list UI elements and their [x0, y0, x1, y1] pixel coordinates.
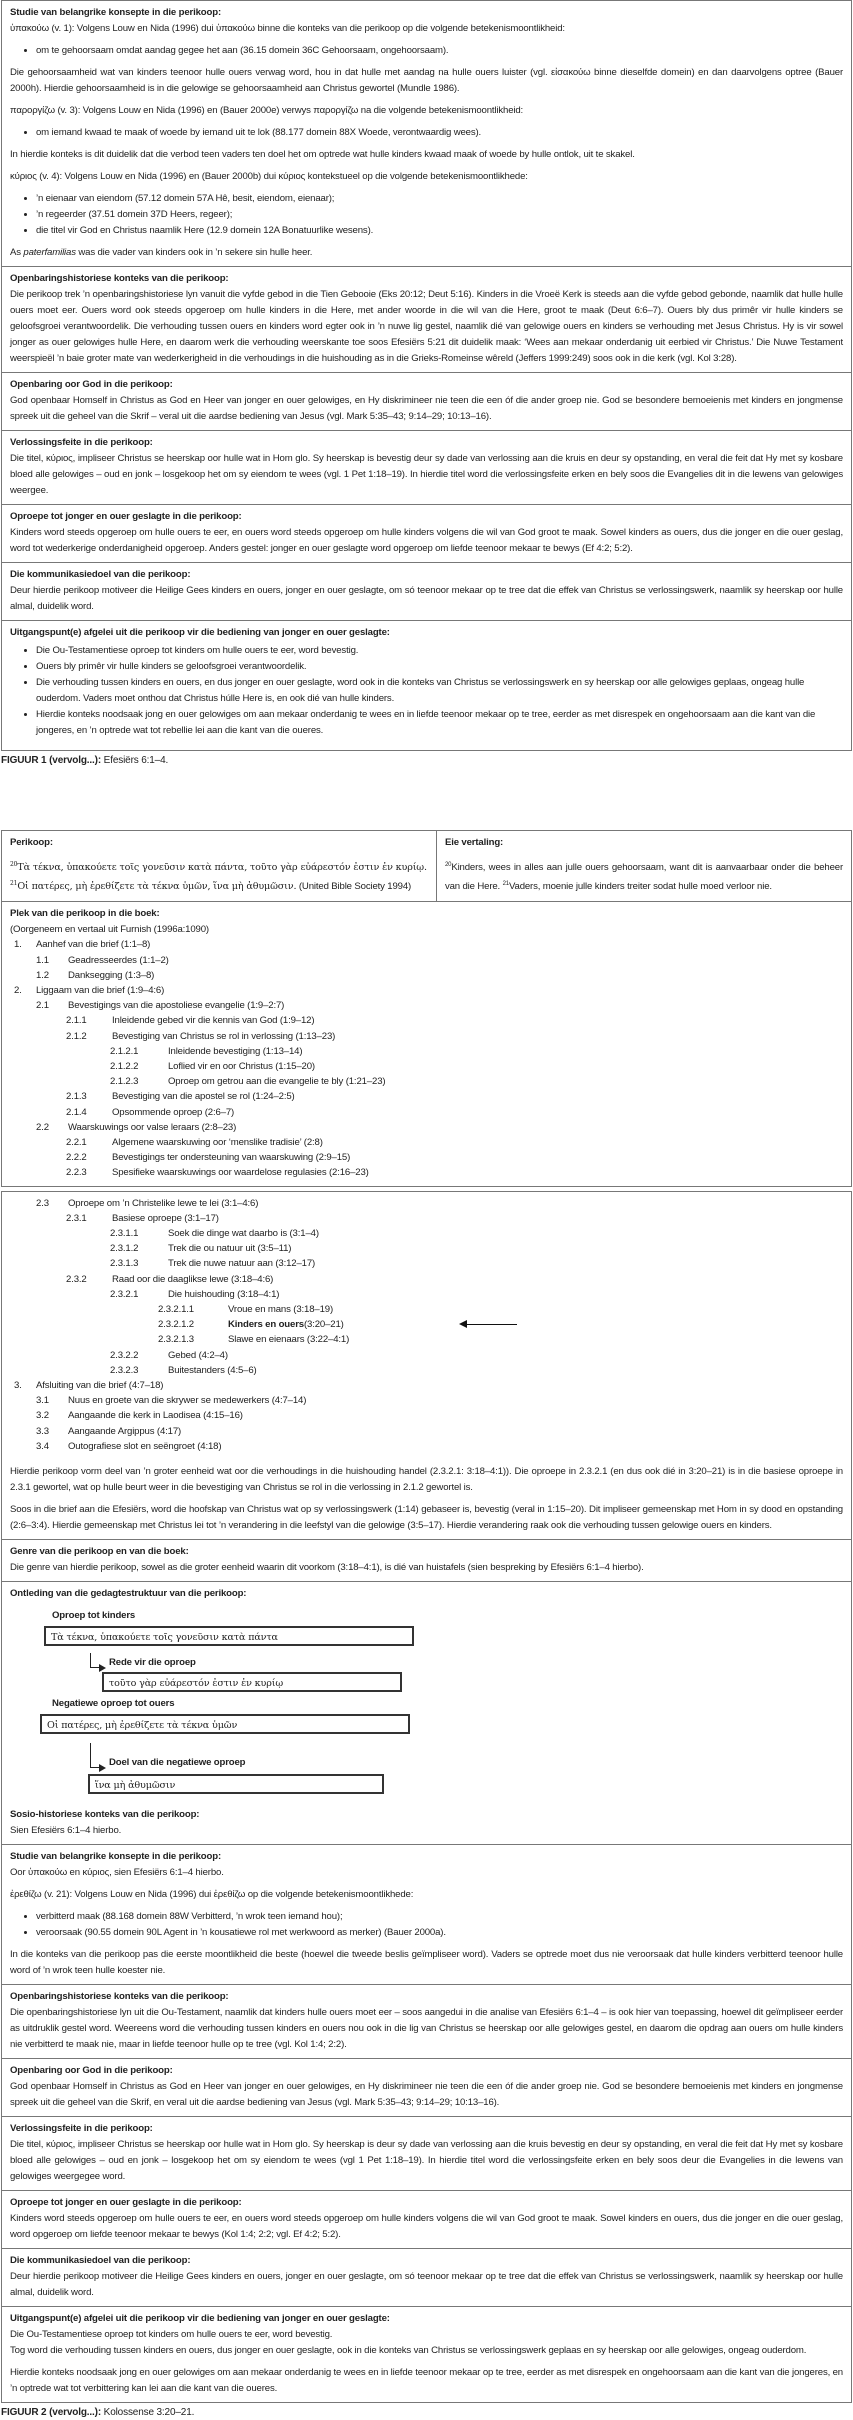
outline-title: Soek die dinge wat daarbo is (3:1–4)	[168, 1228, 319, 1240]
paragraph: παροργίζω (v. 3): Volgens Louw en Nida (1996) en (Bauer 2000e) verwys παροργίζω na die volgende betekenismoontlikheid:	[10, 105, 524, 116]
figure-1-caption	[1, 754, 853, 768]
paragraph: Soos in die brief aan die Efesiërs, word die hoofskap van Christus wat op sy verlossingswerk (1:14) gebaseer is, bevestig (veral in 1:15–20). Dit impliseer gemeenskap met Hom in sy dood en opstanding (2:6–3:4). Hierdie gemeenskap met Christus lei tot ’n verandering in die leefstyl van die gelowige (3:5–17). Hierdie verandering raak ook die verhouding tussen gelowige ouers en kinders.	[10, 1504, 843, 1532]
genre-section	[2, 1539, 851, 1581]
outline-title: Oproep om getrou aan die evangelie te bly (1:21–23)	[168, 1076, 386, 1088]
paragraph: God openbaar Homself in Christus as God en Heer van jonger en ouer gelowiges, en Hy diskrimineer nie teen die een óf die ander groep nie. God se besondere bemoeienis met kinders en jongmense spreek uit die geheel van die Skrif – veral uit die aardse bediening van Jesus (vgl. Mark 5:35–43; 9:14–29; 10:13–16).	[10, 395, 843, 422]
outline-item	[10, 1029, 843, 1044]
section-heading: Uitgangspunt(e) afgelei uit die perikoop vir die bediening van jonger en ouer geslagte:	[10, 2313, 390, 2325]
thought-structure-diagram	[10, 1606, 843, 1794]
outline-number: 2.3.2.1.2	[158, 1319, 194, 1331]
verse-20-translation: Kinders, wees in alles aan julle ouers gehoorsaam, want dit is aanvaarbaar onder die beheer van die Here.	[444, 862, 843, 893]
outline-title: Inleidende gebed vir die kennis van God (1:9–12)	[112, 1015, 315, 1027]
paragraph: κύριος (v. 4): Volgens Louw en Nida (1996) en (Bauer 2000b) dui κύριος kontekstueel op die volgende betekenismoontlikhede:	[10, 171, 528, 182]
section-heading: Plek van die perikoop in die boek:	[10, 908, 160, 920]
paragraph: Die gehoorsaamheid wat van kinders teenoor hulle ouers verwag word, hou in dat hulle met aandag na hulle ouers luister (vgl. εἰσακούω binne dieselfde domein) en dan daarvolgens optree (Bauer 2000h). Hierdie gehoorsaamheid is in die gelowige se gehoorsaamheid aan Christus gewortel (Mundle 1986).	[10, 67, 843, 94]
bullet-list	[10, 43, 843, 59]
outline-item	[10, 1044, 843, 1059]
figure-2-table-part-2	[1, 1191, 852, 2403]
figure-1-table	[1, 0, 852, 751]
outline-title: Oproepe om ’n Christelike lewe te lei (3:1–4:6)	[68, 1197, 259, 1209]
structure-label: Negatiewe oproep tot ouers	[52, 1698, 175, 1710]
table-section	[2, 2306, 851, 2402]
outline-number: 3.1	[36, 1395, 49, 1407]
outline-reference: (3:20–21)	[303, 1319, 344, 1331]
bullet-item: • die titel vir God en Christus naamlik Here (12.9 domein 12A Bonatuurlike wesens).	[36, 223, 843, 239]
section-heading: Openbaringshistoriese konteks van die perikoop:	[10, 273, 229, 284]
bullet-list	[10, 191, 843, 239]
outline-title: Basiese oproepe (3:1–17)	[112, 1212, 219, 1224]
outline-item	[10, 1211, 843, 1226]
section-heading: Verlossingsfeite in die perikoop:	[10, 437, 153, 448]
outline-item	[10, 1424, 843, 1439]
bullet-item: • Die Ou-Testamentiese oproep tot kinders om hulle ouers te eer, word bevestig.	[36, 643, 843, 659]
outline-item	[10, 1348, 843, 1363]
outline-item	[10, 1317, 843, 1332]
paragraph: In hierdie konteks is dit duidelik dat die verbod teen vaders ten doel het om optrede wat hulle kinders kwaad maak of woede by hulle ontlok, uit te skakel.	[10, 149, 635, 160]
table-section	[2, 266, 851, 372]
structure-box: Τὰ τέκνα, ὑπακούετε τοῖς γονεῦσιν κατὰ πάντα	[44, 1626, 414, 1646]
verse-number: 20	[10, 861, 18, 868]
figure-2-table-part-1	[1, 830, 852, 1187]
outline-item	[10, 1256, 843, 1271]
outline-title: Vroue en mans (3:18–19)	[228, 1304, 333, 1316]
book-position-continued	[2, 1192, 851, 1539]
outline-title: Aangaande Argippus (4:17)	[68, 1425, 182, 1437]
elbow-arrow-icon	[90, 1743, 99, 1768]
outline-title: Trek die nuwe natuur aan (3:12–17)	[168, 1258, 316, 1270]
outline-title: Bevestiging van Christus se rol in verlossing (1:13–23)	[112, 1030, 336, 1042]
outline-item	[10, 1302, 843, 1317]
outline-number: 2.3.2.3	[110, 1364, 139, 1376]
verse-number: 21	[10, 880, 18, 888]
arrowhead-icon	[99, 1764, 106, 1772]
paragraph: Die genre van hierdie perikoop, sowel as die groter eenheid waarin dit voorkom (3:18–4:1), is dié van huistafels (sien bespreking by Efesiërs 6:1–4 hierbo).	[10, 1562, 644, 1574]
table-section	[2, 430, 851, 504]
outline-number: 2.2.1	[66, 1137, 87, 1149]
outline-item	[10, 1135, 843, 1150]
section-heading: Uitgangspunt(e) afgelei uit die perikoop vir die bediening van jonger en ouer geslagte:	[10, 627, 390, 638]
paragraph: Hierdie konteks noodsaak jong en ouer gelowiges om aan mekaar onderdanig te wees en in liefde teenoor mekaar op te tree, eerder as met disrespek en ongehoorsaam aan die kant van die jongeres, en ’n optrede wat tot verbittering kan lei aan die kant van die oueres.	[10, 2367, 843, 2395]
structure-box: Οἱ πατέρες, μὴ ἐρεθίζετε τὰ τέκνα ὑμῶν	[40, 1714, 410, 1734]
outline-number: 2.2	[36, 1121, 49, 1133]
outline-title: Aangaande die kerk in Laodisea (4:15–16)	[68, 1410, 243, 1422]
outline-number: 2.3.1.1	[110, 1228, 139, 1240]
section-heading: Sosio-historiese konteks van die perikoop:	[10, 1809, 200, 1821]
outline-title: Gebed (4:2–4)	[168, 1349, 228, 1361]
structure-arrow	[90, 1734, 843, 1768]
structure-box: ἵνα μὴ ἀθυμῶσιν	[88, 1774, 384, 1794]
outline-title: Loflied vir en oor Christus (1:15–20)	[168, 1061, 315, 1072]
outline-title: Bevestiging van die apostel se rol (1:24–2:5)	[112, 1091, 295, 1103]
outline-item	[10, 1287, 843, 1302]
outline-number: 2.3.1.3	[110, 1258, 139, 1270]
section-heading: Ontleding van die gedagtestruktuur van die perikoop:	[10, 1588, 247, 1600]
outline-title: Die huishouding (3:18–4:1)	[168, 1288, 280, 1300]
thought-structure-section	[2, 1581, 851, 1803]
table-section	[2, 2248, 851, 2306]
bullet-list	[10, 1909, 843, 1941]
outline-item	[10, 1165, 843, 1180]
pericope-row	[2, 831, 851, 902]
bullet-item: • Die verhouding tussen kinders en ouers, en dus jonger en ouer geslagte, word ook in die konteks van Christus se verlossingswerk en sy heerskap oor alle gelowiges geplaas, ongeag hulle ouderdom. Vaders moet onthou dat Christus húlle Here is, en ook dié van hulle kinders.	[36, 675, 843, 707]
outline-item	[10, 1059, 843, 1074]
caption-label: FIGUUR 1 (vervolg...):	[1, 755, 102, 766]
outline-item	[10, 1378, 843, 1393]
section-heading: Openbaringshistoriese konteks van die perikoop:	[10, 1991, 229, 2003]
structure-arrow	[90, 1646, 843, 1668]
table-section	[2, 1803, 851, 1844]
bullet-item: • Ouers bly primêr vir hulle kinders se geloofsgroei verantwoordelik.	[36, 659, 843, 675]
paragraph: Kinders word steeds opgeroep om hulle ouers te eer, en ouers word steeds opgeroep om hulle kinders volgens die wil van God groot te maak. Sowel kinders as ouers, dus die jonger en die ouer geslag, word tot wederkerige onderdanigheid opgeroep. Anders gestel: jonger en ouer geslagte word opgeroep om liefde teenoor mekaar te bewys (Ef 4:2; 5:2).	[10, 527, 843, 554]
figure-2-caption	[1, 2406, 853, 2420]
outline-title: Waarskuwings oor valse leraars (2:8–23)	[68, 1121, 237, 1133]
structure-label: Doel van die negatiewe oproep	[109, 1757, 246, 1769]
outline-source: (Oorgeneem en vertaal uit Furnish (1996a:1090)	[10, 924, 209, 936]
outline-number: 3.	[14, 1380, 22, 1392]
outline-title: Nuus en groete van die skrywer se medewerkers (4:7–14)	[68, 1395, 307, 1407]
outline-number: 2.1.1	[66, 1015, 87, 1027]
section-heading: Verlossingsfeite in die perikoop:	[10, 2123, 153, 2135]
caption-text: Efesiërs 6:1–4.	[101, 755, 169, 766]
outline-number: 2.3	[36, 1197, 49, 1209]
translation-heading: Eie vertaling:	[444, 837, 504, 848]
verse-number: 21	[502, 881, 509, 888]
outline-item	[10, 1226, 843, 1241]
section-heading: Openbaring oor God in die perikoop:	[10, 2065, 173, 2077]
outline-item	[10, 998, 843, 1013]
paragraph: God openbaar Homself in Christus as God en Heer van jonger en ouer gelowiges, en Hy diskrimineer nie teen die een óf die ander groep nie. God se besondere bemoeienis met kinders en jongmense spreek uit die geheel van die Skrif, en veral uit die aardse bediening van Jesus (vgl. Mark 5:35–43; 9:14–29; 10:13–16).	[10, 2081, 843, 2109]
outline-title: Algemene waarskuwing oor ‘menslike tradisie’ (2:8)	[112, 1137, 323, 1149]
outline-item	[10, 968, 843, 983]
outline-item	[10, 1272, 843, 1287]
outline-title: Bevestigings ter ondersteuning van waarskuwing (2:9–15)	[112, 1152, 351, 1164]
outline-number: 1.2	[36, 969, 49, 981]
caption-text: Kolossense 3:20–21.	[101, 2407, 195, 2419]
verse-number: 20	[444, 862, 452, 868]
structure-label: Rede vir die oproep	[109, 1657, 196, 1669]
section-heading: Oproepe tot jonger en ouer geslagte in die perikoop:	[10, 511, 242, 522]
arrowhead-icon	[99, 1664, 106, 1672]
outline-title: Aanhef van die brief (1:1–8)	[36, 939, 151, 951]
table-section	[2, 562, 851, 620]
section-heading: Die kommunikasiedoel van die perikoop:	[10, 2255, 191, 2267]
section-heading: Oproepe tot jonger en ouer geslagte in die perikoop:	[10, 2197, 242, 2209]
paragraph: Die openbaringshistoriese lyn uit die Ou-Testament, naamlik dat kinders hulle ouers moet eer – soos aangedui in die analise van Efesiërs 6:1–4 – is ook hier van toepassing, hoewel dit geïmpliseer eerder as uitdruklik gestel word. Weereens word die verhouding tussen kinders en ouers nou ook in die lig van Christus se heerskap oor alle gelowiges gestel, en daarom die opdrag aan ouers om hulle kinders nie verbitterd te maak nie, maar in liefde teenoor hulle op te tree (vgl. Kol 1:4; 2:2).	[10, 2007, 843, 2051]
outline-number: 2.1.2.3	[110, 1076, 139, 1088]
outline-title: Inleidende bevestiging (1:13–14)	[168, 1045, 303, 1057]
table-section	[2, 620, 851, 750]
outline-number: 2.1.2	[66, 1030, 87, 1042]
bullet-item: • veroorsaak (90.55 domein 90L Agent in ’n kousatiewe rol met werkwoord as merker) (Bauer 2000a).	[36, 1925, 843, 1941]
outline-title: Outografiese slot en seëngroet (4:18)	[68, 1440, 222, 1452]
outline-title: Liggaam van die brief (1:9–4:6)	[36, 984, 165, 996]
paragraph: Oor ὑπακούω en κύριος, sien Efesiërs 6:1–4 hierbo.	[10, 1867, 224, 1879]
outline-number: 2.1.2.1	[110, 1045, 139, 1057]
outline-title: Spesifieke waarskuwings oor waardelose regulasies (2:16–23)	[112, 1167, 369, 1179]
outline-item	[10, 1089, 843, 1104]
text: As	[10, 247, 24, 258]
paragraph: Deur hierdie perikoop motiveer die Heilige Gees kinders en ouers, jonger en ouer geslagte, om só teenoor mekaar op te tree dat die effek van Christus se verlossingswerk, naamlik sy heerskap oor hulle almal, duidelik word.	[10, 2271, 843, 2299]
outline-number: 2.1.2.2	[110, 1061, 139, 1072]
section-heading: Studie van belangrike konsepte in die perikoop:	[10, 7, 221, 18]
bullet-item: • om iemand kwaad te maak of woede by iemand uit te lok (88.177 domein 88X Woede, verontwaardig wees).	[36, 125, 843, 141]
outline-item	[10, 1408, 843, 1423]
outline-number: 3.2	[36, 1410, 49, 1422]
outline-number: 2.3.2.1	[110, 1288, 139, 1300]
outline-item	[10, 1332, 843, 1347]
verse-21-translation: Vaders, moenie julle kinders treiter sodat hulle moed verloor nie.	[508, 881, 772, 893]
outline-title: Raad oor die daaglikse lewe (3:18–4:6)	[112, 1273, 274, 1285]
outline-title: Buitestanders (4:5–6)	[168, 1364, 257, 1376]
paragraph: Die Ou-Testamentiese oproep tot kinders om hulle ouers te eer, word bevestig.	[10, 2329, 333, 2341]
table-section	[2, 504, 851, 562]
outline-item	[10, 1120, 843, 1135]
book-position-section	[2, 902, 851, 1185]
outline-number: 3.4	[36, 1440, 49, 1452]
paragraph: Deur hierdie perikoop motiveer die Heilige Gees kinders en ouers, jonger en ouer geslagte, om só teenoor mekaar op te tree dat die effek van Christus se verlossingswerk, naamlik sy heerskap oor hulle almal, duidelik word.	[10, 585, 843, 612]
table-section	[2, 1844, 851, 1984]
outline-number: 2.3.2.1.3	[158, 1334, 194, 1346]
outline-number: 2.1.3	[66, 1091, 87, 1103]
outline-item	[10, 1074, 843, 1089]
structure-box: τοῦτο γὰρ εὐάρεστόν ἐστιν ἐν κυρίῳ	[102, 1672, 402, 1692]
outline-item	[10, 1196, 843, 1211]
outline-title: Danksegging (1:3–8)	[68, 969, 155, 981]
outline-item	[10, 1241, 843, 1256]
outline-title: Kinders en ouers	[228, 1319, 304, 1331]
outline-number: 2.1.4	[66, 1106, 87, 1118]
book-outline-part-1	[10, 937, 843, 1180]
verse-20-greek: Τὰ τέκνα, ὑπακούετε τοῖς γονεῦσιν κατὰ πάντα, τοῦτο γὰρ εὐάρεστόν ἐστιν ἐν κυρίῳ.	[17, 862, 427, 874]
section-heading: Studie van belangrike konsepte in die perikoop:	[10, 1851, 221, 1863]
pericope-source: (United Bible Society 1994)	[296, 881, 412, 893]
table-section	[2, 2116, 851, 2190]
elbow-arrow-icon	[90, 1653, 99, 1668]
paragraph: Die titel, κύριος, impliseer Christus se heerskap oor hulle wat in Hom glo. Sy heerskap is deur sy dade van verlossing aan die kruis bevestig en deur sy opstanding, en veral die feit dat Hy met sy kosbare bloed alle gelowiges – oud en jonk – losgekoop het om sy eiendom te wees (vgl 1 Pet 1:18–19). In hierdie titel word die verlossingsfeite erken en bely soos deur die Evangelies in die lewens van gelowiges weergegee word.	[10, 2139, 843, 2183]
text: was die vader van kinders ook in ’n sekere sin hulle heer.	[75, 247, 313, 258]
outline-title: Slawe en eienaars (3:22–4:1)	[228, 1334, 350, 1346]
table-section	[2, 372, 851, 430]
paragraph: ἐρεθίζω (v. 21): Volgens Louw en Nida (1996) dui ἐρεθίζω op die volgende betekenismoontlikhede:	[10, 1889, 414, 1901]
section-heading: Genre van die perikoop en van die boek:	[10, 1546, 189, 1558]
translation-cell	[437, 831, 851, 901]
arrowhead-icon	[459, 1320, 467, 1328]
outline-title: Afsluiting van die brief (4:7–18)	[36, 1380, 164, 1392]
outline-title: Geadresseerdes (1:1–2)	[68, 954, 169, 966]
outline-number: 3.3	[36, 1425, 49, 1437]
bullet-list	[10, 643, 843, 739]
bullet-list	[10, 125, 843, 141]
figure-2-sections	[2, 1803, 851, 2402]
pericope-heading: Perikoop:	[10, 837, 53, 848]
outline-number: 2.3.1.2	[110, 1243, 139, 1255]
outline-item	[10, 983, 843, 998]
bullet-item: • verbitterd maak (88.168 domein 88W Verbitterd, ’n wrok teen iemand hou);	[36, 1909, 843, 1925]
pericope-greek-text	[10, 857, 428, 895]
outline-item	[10, 1363, 843, 1378]
outline-title: Bevestigings van die apostoliese evangelie (1:9–2:7)	[68, 1000, 285, 1012]
outline-item	[10, 1105, 843, 1120]
table-section	[2, 1, 851, 266]
section-heading: Die kommunikasiedoel van die perikoop:	[10, 569, 191, 580]
table-section	[2, 2190, 851, 2248]
outline-number: 1.1	[36, 954, 49, 966]
outline-number: 2.3.2.2	[110, 1349, 139, 1361]
outline-title: Trek die ou natuur uit (3:5–11)	[168, 1243, 292, 1255]
outline-item	[10, 1393, 843, 1408]
bullet-item: • Hierdie konteks noodsaak jong en ouer gelowiges om aan mekaar onderdanig te wees en in liefde teenoor mekaar op te tree, eerder as met disrespek en ongehoorsaam aan die kant van die jongeres, en ’n optrede wat tot rebellie lei aan die kant van die oueres.	[36, 707, 843, 739]
paragraph: Sien Efesiërs 6:1–4 hierbo.	[10, 1825, 122, 1837]
table-section	[2, 1984, 851, 2058]
outline-item	[10, 953, 843, 968]
paragraph: Kinders word steeds opgeroep om hulle ouers te eer, en ouers word steeds opgeroep om hulle kinders volgens die wil van God groot te maak. Sowel kinders en ouers, dus die jonger en die ouer geslag, word opgeroep om liefde teenoor mekaar te bewys (Kol 1:4; 2:2; vgl. Ef 4:2; 5:2).	[10, 2213, 843, 2241]
pericope-cell	[2, 831, 437, 901]
paragraph: Die titel, κύριος, impliseer Christus se heerskap oor hulle wat in Hom glo. Sy heerskap is bevestig deur sy dade van verlossing aan die kruis en deur sy opstanding, en veral die feit dat Hy met sy kosbare bloed alle gelowiges – oud en jonk – losgekoop het om sy eiendom te wees (vgl. 1 Pet 1:18–19). In hierdie titel word die verlossingsfeite erken en bely soos die Evangelies dit in die lewens van gelowiges weergee.	[10, 453, 843, 496]
bullet-item: • ’n regeerder (37.51 domein 37D Heers, regeer);	[36, 207, 843, 223]
outline-number: 2.3.2	[66, 1273, 87, 1285]
outline-number: 2.3.1	[66, 1212, 87, 1224]
outline-number: 2.	[14, 984, 22, 996]
outline-number: 2.3.2.1.1	[158, 1304, 194, 1316]
outline-title: Opsommende oproep (2:6–7)	[112, 1106, 235, 1118]
outline-item	[10, 1150, 843, 1165]
paragraph: In die konteks van die perikoop pas die eerste moontlikheid die beste (hoewel die tweede beslis geïmpliseer word). Vaders se optrede moet dus nie veroorsaak dat hulle kinders verbitterd teenoor hulle word of ’n wrok teen hulle koester nie.	[10, 1949, 843, 1977]
paragraph: Hierdie perikoop vorm deel van ’n groter eenheid wat oor die verhoudings in die huishouding handel (2.3.2.1: 3:18–4:1)). Die oproepe in 2.3.2.1 (en dus ook dié in 3:20–21) is in die basiese oproepe in 2.3.1 gewortel, wat op hulle beurt weer in die bevestiging van Christus se rol in die verlossing in 2.1.2 gewortel is.	[10, 1466, 843, 1494]
section-heading: Openbaring oor God in die perikoop:	[10, 379, 173, 390]
bullet-item: • ’n eienaar van eiendom (57.12 domein 57A Hê, besit, eiendom, eienaar);	[36, 191, 843, 207]
paragraph: Die perikoop trek ’n openbaringshistoriese lyn vanuit die vyfde gebod in die Tien Gebooie (Eks 20:12; Deut 5:16). Kinders in die Vroeë Kerk is steeds aan die vyfde gebod gebonde, naamlik dat hulle hulle ouers moet eer. Ouers word ook steeds opgeroep om hulle kinders in die Here, met ander woorde in die wil van die Here, groot te maak (Deut 6:6–7). Ouers bly dus primêr vir hulle kinders se geloofsgroei verantwoordelik. Die verhouding tussen ouers en kinders word egter ook in ’n nuwe lig gestel, naamlik dié van gelowige ouers en kinders se verhouding met Jesus Christus. Hy is vir sowel jonger as ouer gelowiges hulle Here, en daarom werk die verhouding weerskante toe soos Efesiërs 5:21 dit duidelik maak: ‘Wees aan mekaar onderdanig uit eerbied vir Christus.’ Die Nuwe Testament weerspieël ’n baie groter mate van wederkerigheid in die verhoudings in die huishouding as in die Grieks-Romeinse wêreld (Jeffers 1999:249) soos ook in die kerk (vgl. Kol 3:28).	[10, 289, 843, 364]
outline-item	[10, 937, 843, 952]
book-outline-part-2	[10, 1196, 843, 1454]
verse-21-greek: Οἱ πατέρες, μὴ ἐρεθίζετε τὰ τέκνα ὑμῶν, ἵνα μὴ ἀθυμῶσιν.	[17, 881, 297, 893]
paragraph	[10, 245, 843, 261]
structure-label: Oproep tot kinders	[52, 1610, 136, 1622]
paragraph: Tog word die verhouding tussen kinders en ouers, dus jonger en ouer geslagte, ook in die konteks van Christus se verlossingswerk geplaas en sy heerskap oor alle gelowiges, ongeag ouderdom.	[10, 2345, 807, 2357]
outline-number: 2.2.2	[66, 1152, 87, 1164]
bullet-item: • om te gehoorsaam omdat aandag gegee het aan (36.15 domein 36C Gehoorsaam, ongehoorsaam).	[36, 43, 843, 59]
outline-number: 2.1	[36, 1000, 49, 1012]
pointer-arrow-icon	[465, 1324, 517, 1325]
paragraph: ὑπακούω (v. 1): Volgens Louw en Nida (1996) dui ὑπακούω binne die konteks van die perikoop op die volgende betekenismoontlikheid:	[10, 23, 565, 34]
outline-number: 2.2.3	[66, 1167, 87, 1179]
italic-term: paterfamilias	[23, 247, 76, 258]
translation-text	[445, 857, 843, 895]
table-section	[2, 2058, 851, 2116]
outline-number: 1.	[14, 939, 22, 951]
outline-item	[10, 1439, 843, 1454]
outline-item	[10, 1013, 843, 1028]
caption-label: FIGUUR 2 (vervolg...):	[1, 2407, 102, 2419]
